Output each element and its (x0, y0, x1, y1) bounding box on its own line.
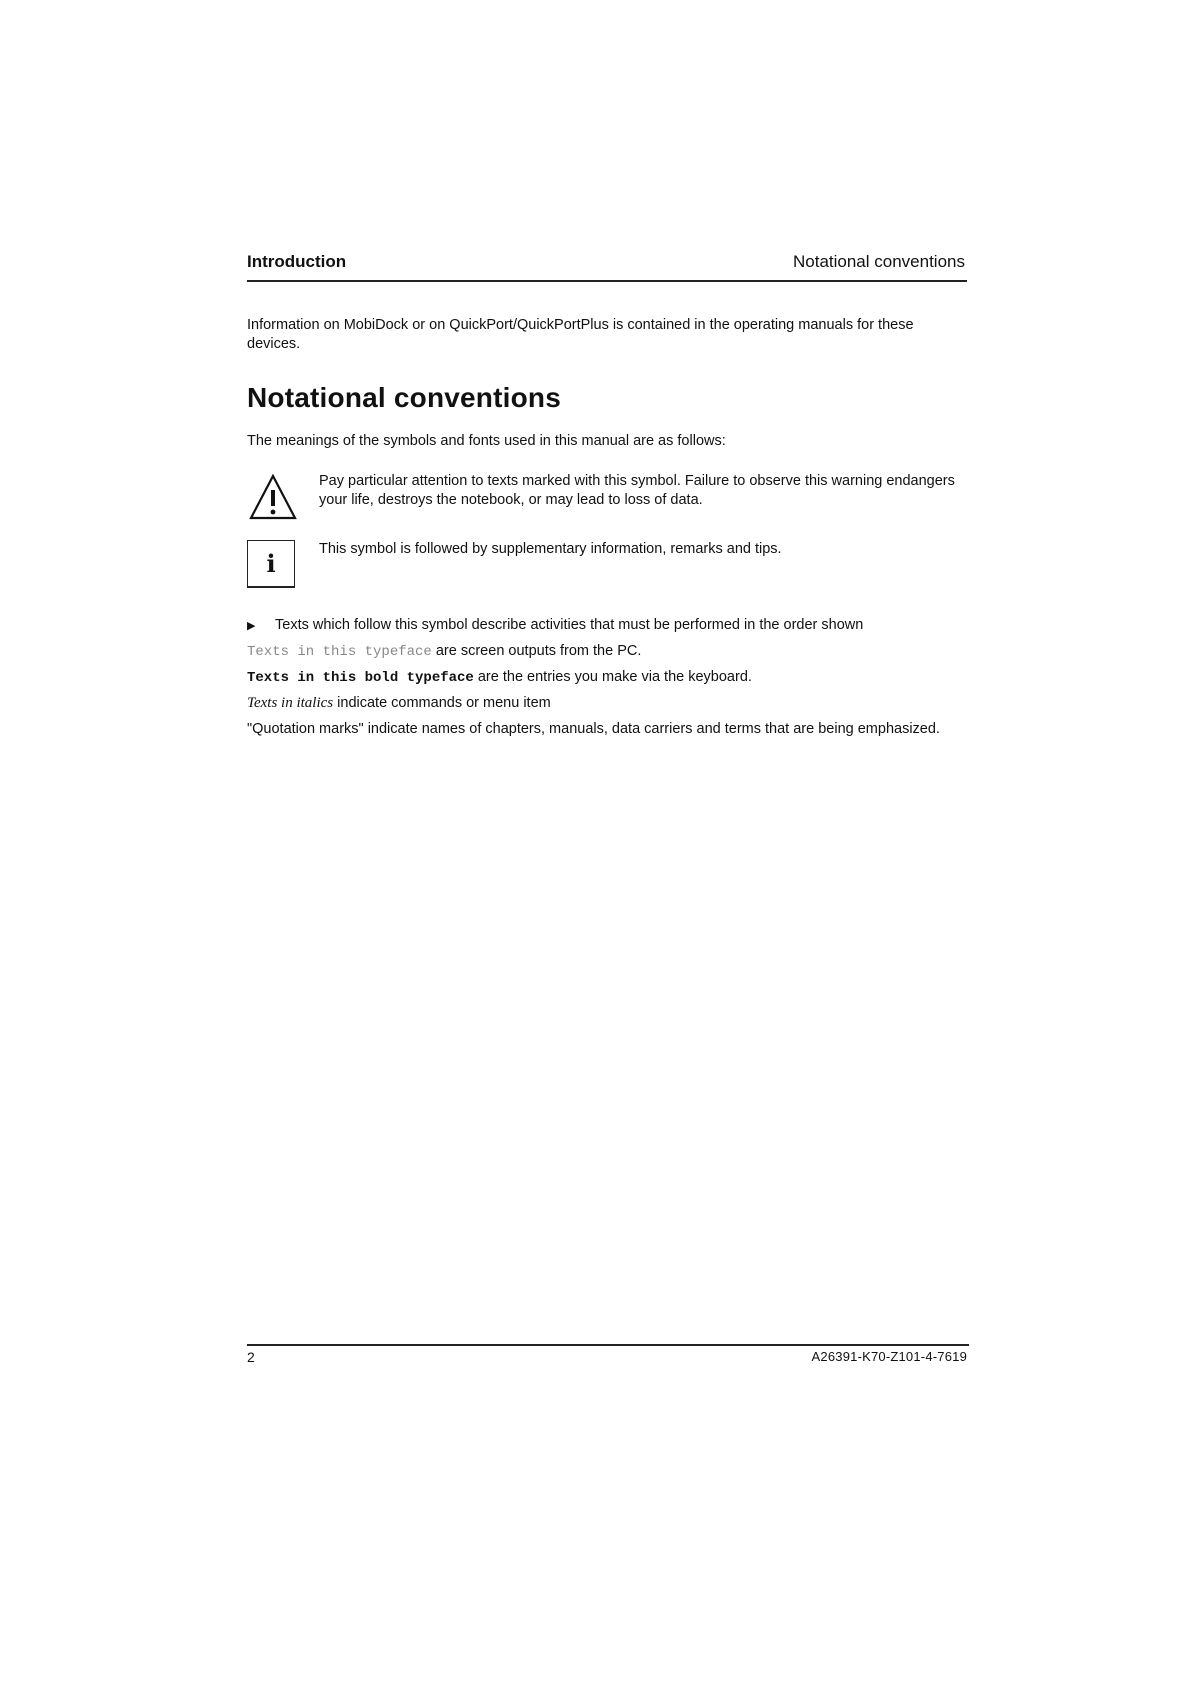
keyboard-entry-description: are the entries you make via the keyboard. (473, 669, 752, 685)
page-header (247, 250, 967, 282)
screen-output-convention (247, 642, 967, 662)
document-code: A26391-K70-Z101-4-7619 (811, 1349, 967, 1364)
screen-output-sample: Texts in this typeface (247, 644, 432, 660)
italics-sample: Texts in italics (247, 695, 334, 711)
arrow-convention (247, 616, 967, 636)
quotation-convention: "Quotation marks" indicate names of chapters, manuals, data carriers and terms that are being emphasized. (247, 721, 940, 737)
header-topic-title: Notational conventions (792, 252, 965, 271)
screen-output-description: are screen outputs from the PC. (431, 643, 642, 659)
warning-convention (247, 470, 967, 526)
page-footer (247, 1344, 969, 1376)
arrow-description: Texts which follow this symbol describe activities that must be performed in the order shown (275, 617, 864, 633)
page-number: 2 (247, 1349, 255, 1365)
keyboard-entry-sample: Texts in this bold typeface (247, 670, 474, 686)
warning-triangle-icon (247, 470, 299, 526)
keyboard-entry-convention (247, 668, 967, 688)
header-section-title: Introduction (247, 252, 347, 271)
warning-description: Pay particular attention to texts marked with this symbol. Failure to observe this warning endangers your life, destroys the notebook, or may lead to loss of data. (319, 473, 955, 508)
right-triangle-arrow-icon: ▶ (247, 620, 256, 632)
section-heading: Notational conventions (247, 382, 561, 413)
italics-convention (247, 694, 967, 713)
info-convention (247, 538, 967, 594)
info-icon: i (247, 540, 295, 588)
info-description: This symbol is followed by supplementary information, remarks and tips. (319, 541, 782, 557)
italics-description: indicate commands or menu item (333, 695, 551, 711)
meanings-paragraph: The meanings of the symbols and fonts used in this manual are as follows: (247, 433, 726, 449)
intro-paragraph: Information on MobiDock or on QuickPort/QuickPortPlus is contained in the operating manuals for these devices. (247, 317, 914, 352)
